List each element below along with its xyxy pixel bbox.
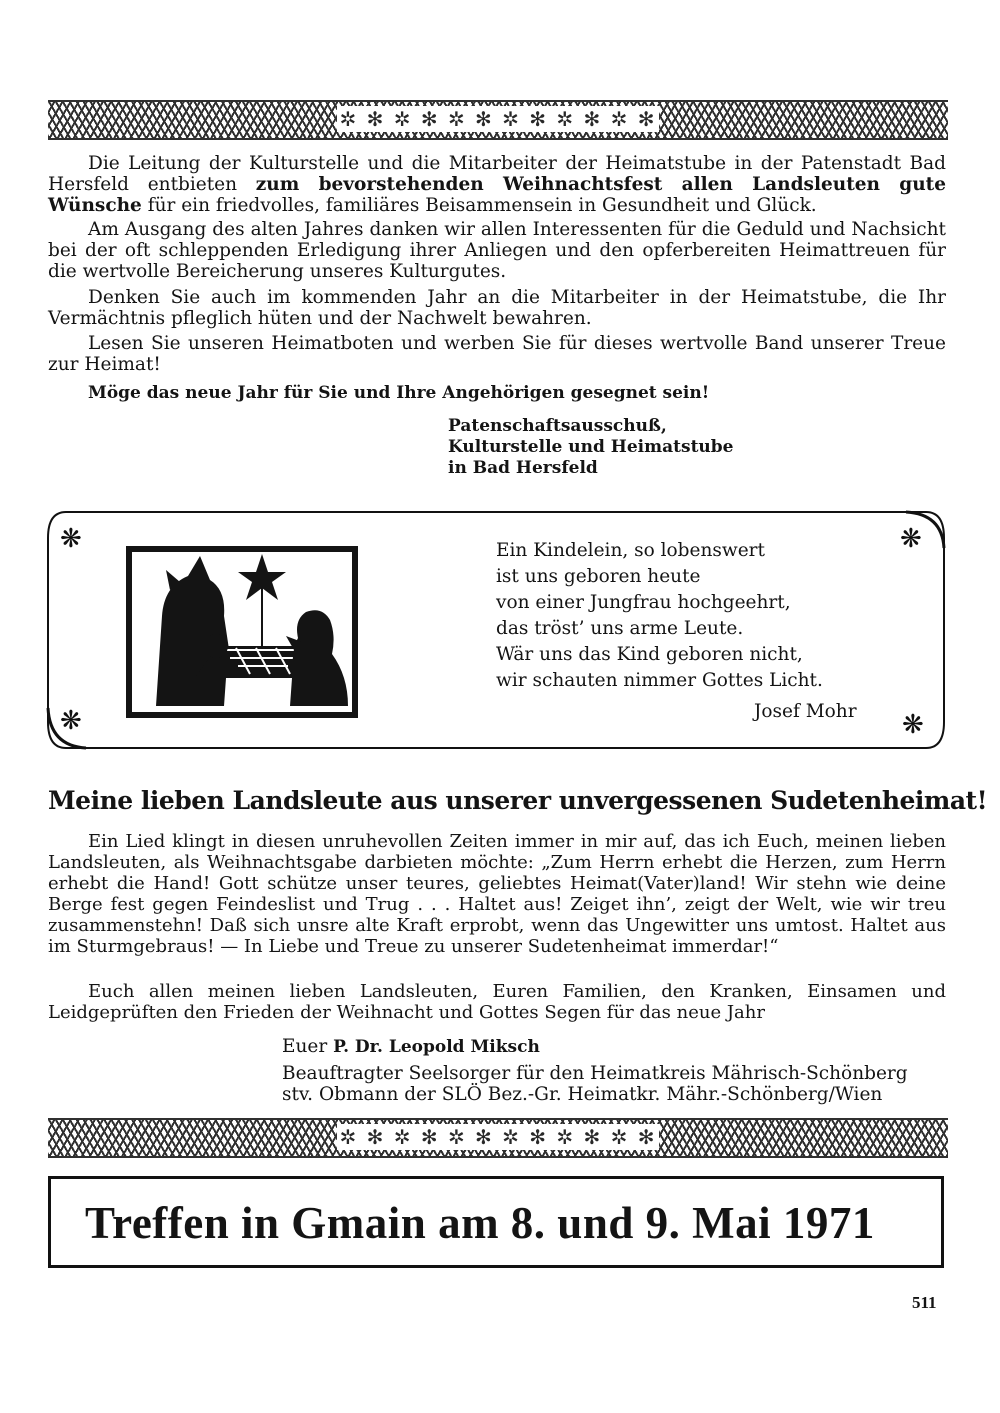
poem-line: Wär uns das Kind geboren nicht, [496,644,803,665]
author-name: P. Dr. Leopold Miksch [333,1037,540,1057]
signature-line: Kulturstelle und Heimatstube [448,437,734,457]
snowflake-icon: ❋ [900,524,922,554]
poem-line: ist uns geboren heute [496,566,701,587]
intro-paragraph-2: Am Ausgang des alten Jahres danken wir allen Interessenten für die Geduld und Nachsicht bei der oft schleppenden Erledigung ihrer Anliegen und den opferbereiten Heimattreuen für die wertvolle Bereicherung unseres Kulturgutes. [48,219,946,282]
signature-line: in Bad Hersfeld [448,458,598,478]
intro-paragraph-4: Lesen Sie unseren Heimatboten und werben Sie für dieses wertvolle Band unserer Treue zur Heimat! [48,333,946,375]
letter-paragraph-1: Ein Lied klingt in diesen unruhevollen Zeiten immer in mir auf, das ich Euch, meinen lieben Landsleuten, als Weihnachtsgabe darbieten möchte: „Zum Herrn erhebt die Herzen, zum Herrn erhebt die Hand! Gott schütze unser teures, geliebtes Heimat(Vater)land! Wir stehn wie deine Berge fest gegen Feindeslist und Trug . . . Haltet aus! Zeiget ihn’, zeigt der Welt, wie wir treu zusammenstehn! Daß sich unsre alte Kraft erprobt, wenn das Ungewitter uns umtost. Haltet aus im Sturmgebraus! — In Liebe und Treue zu unserer Sudetenheimat immerdar!“ [48,831,946,957]
new-year-wish: Möge das neue Jahr für Sie und Ihre Angehörigen gesegnet sein! [88,383,710,403]
poem-line: wir schauten nimmer Gottes Licht. [496,670,823,691]
closing-line [282,1036,908,1058]
poem-line: Ein Kindelein, so lobenswert [496,540,765,561]
banner-title: Treffen in Gmain am 8. und 9. Mai 1971 [85,1198,875,1248]
intro-paragraph-1: Die Leitung der Kulturstelle und die Mitarbeiter der Heimatstube in der Patenstadt Bad Hersfeld entbieten zum bevorstehenden Weihnachtsfest allen Landsleuten gute Wünsche für ein friedvolles, familiäres Beisammensein in Gesundheit und Glück. [48,153,946,216]
nativity-silhouette [126,546,358,718]
intro-paragraph-3: Denken Sie auch im kommenden Jahr an die Mitarbeiter in der Heimatstube, die Ihr Vermächtnis pfleglich hüten und der Nachwelt bewahren. [48,287,946,329]
signature-block [448,416,733,479]
letter-closing [282,1036,908,1105]
poem-frame [46,508,946,752]
snowflake-icon: ❋ [60,524,82,554]
letter-headline: Meine lieben Landsleute aus unserer unvergessenen Sudetenheimat! [48,786,988,815]
event-banner [48,1176,944,1268]
ornamental-border-top [48,100,948,140]
author-role: Beauftragter Seelsorger für den Heimatkreis Mährisch-Schönberg [282,1063,908,1084]
poem-author: Josef Mohr [754,701,857,722]
poem-line: das tröst’ uns arme Leute. [496,618,744,639]
poem-line: von einer Jungfrau hochgeehrt, [496,592,791,613]
page-number: 511 [912,1293,937,1312]
snowflake-icon: ❋ [902,710,924,740]
closing-prefix: Euer [282,1036,328,1057]
letter-paragraph-2: Euch allen meinen lieben Landsleuten, Euren Familien, den Kranken, Einsamen und Leidgeprüften den Frieden der Weihnacht und Gottes Segen für das neue Jahr [48,981,946,1023]
snowflake-icon: ❋ [60,706,82,736]
ornament-stars: ✲ ✻ ✲ ✻ ✲ ✻ ✲ ✻ ✲ ✻ ✲ ✻ [339,1125,657,1149]
signature-line: Patenschaftsausschuß, [448,416,667,436]
author-role: stv. Obmann der SLÖ Bez.-Gr. Heimatkr. Mähr.-Schönberg/Wien [282,1084,883,1105]
ornament-stars: ✲ ✻ ✲ ✻ ✲ ✻ ✲ ✻ ✲ ✻ ✲ ✻ [339,107,657,131]
poem-text [496,538,823,694]
ornamental-border-bottom [48,1118,948,1158]
